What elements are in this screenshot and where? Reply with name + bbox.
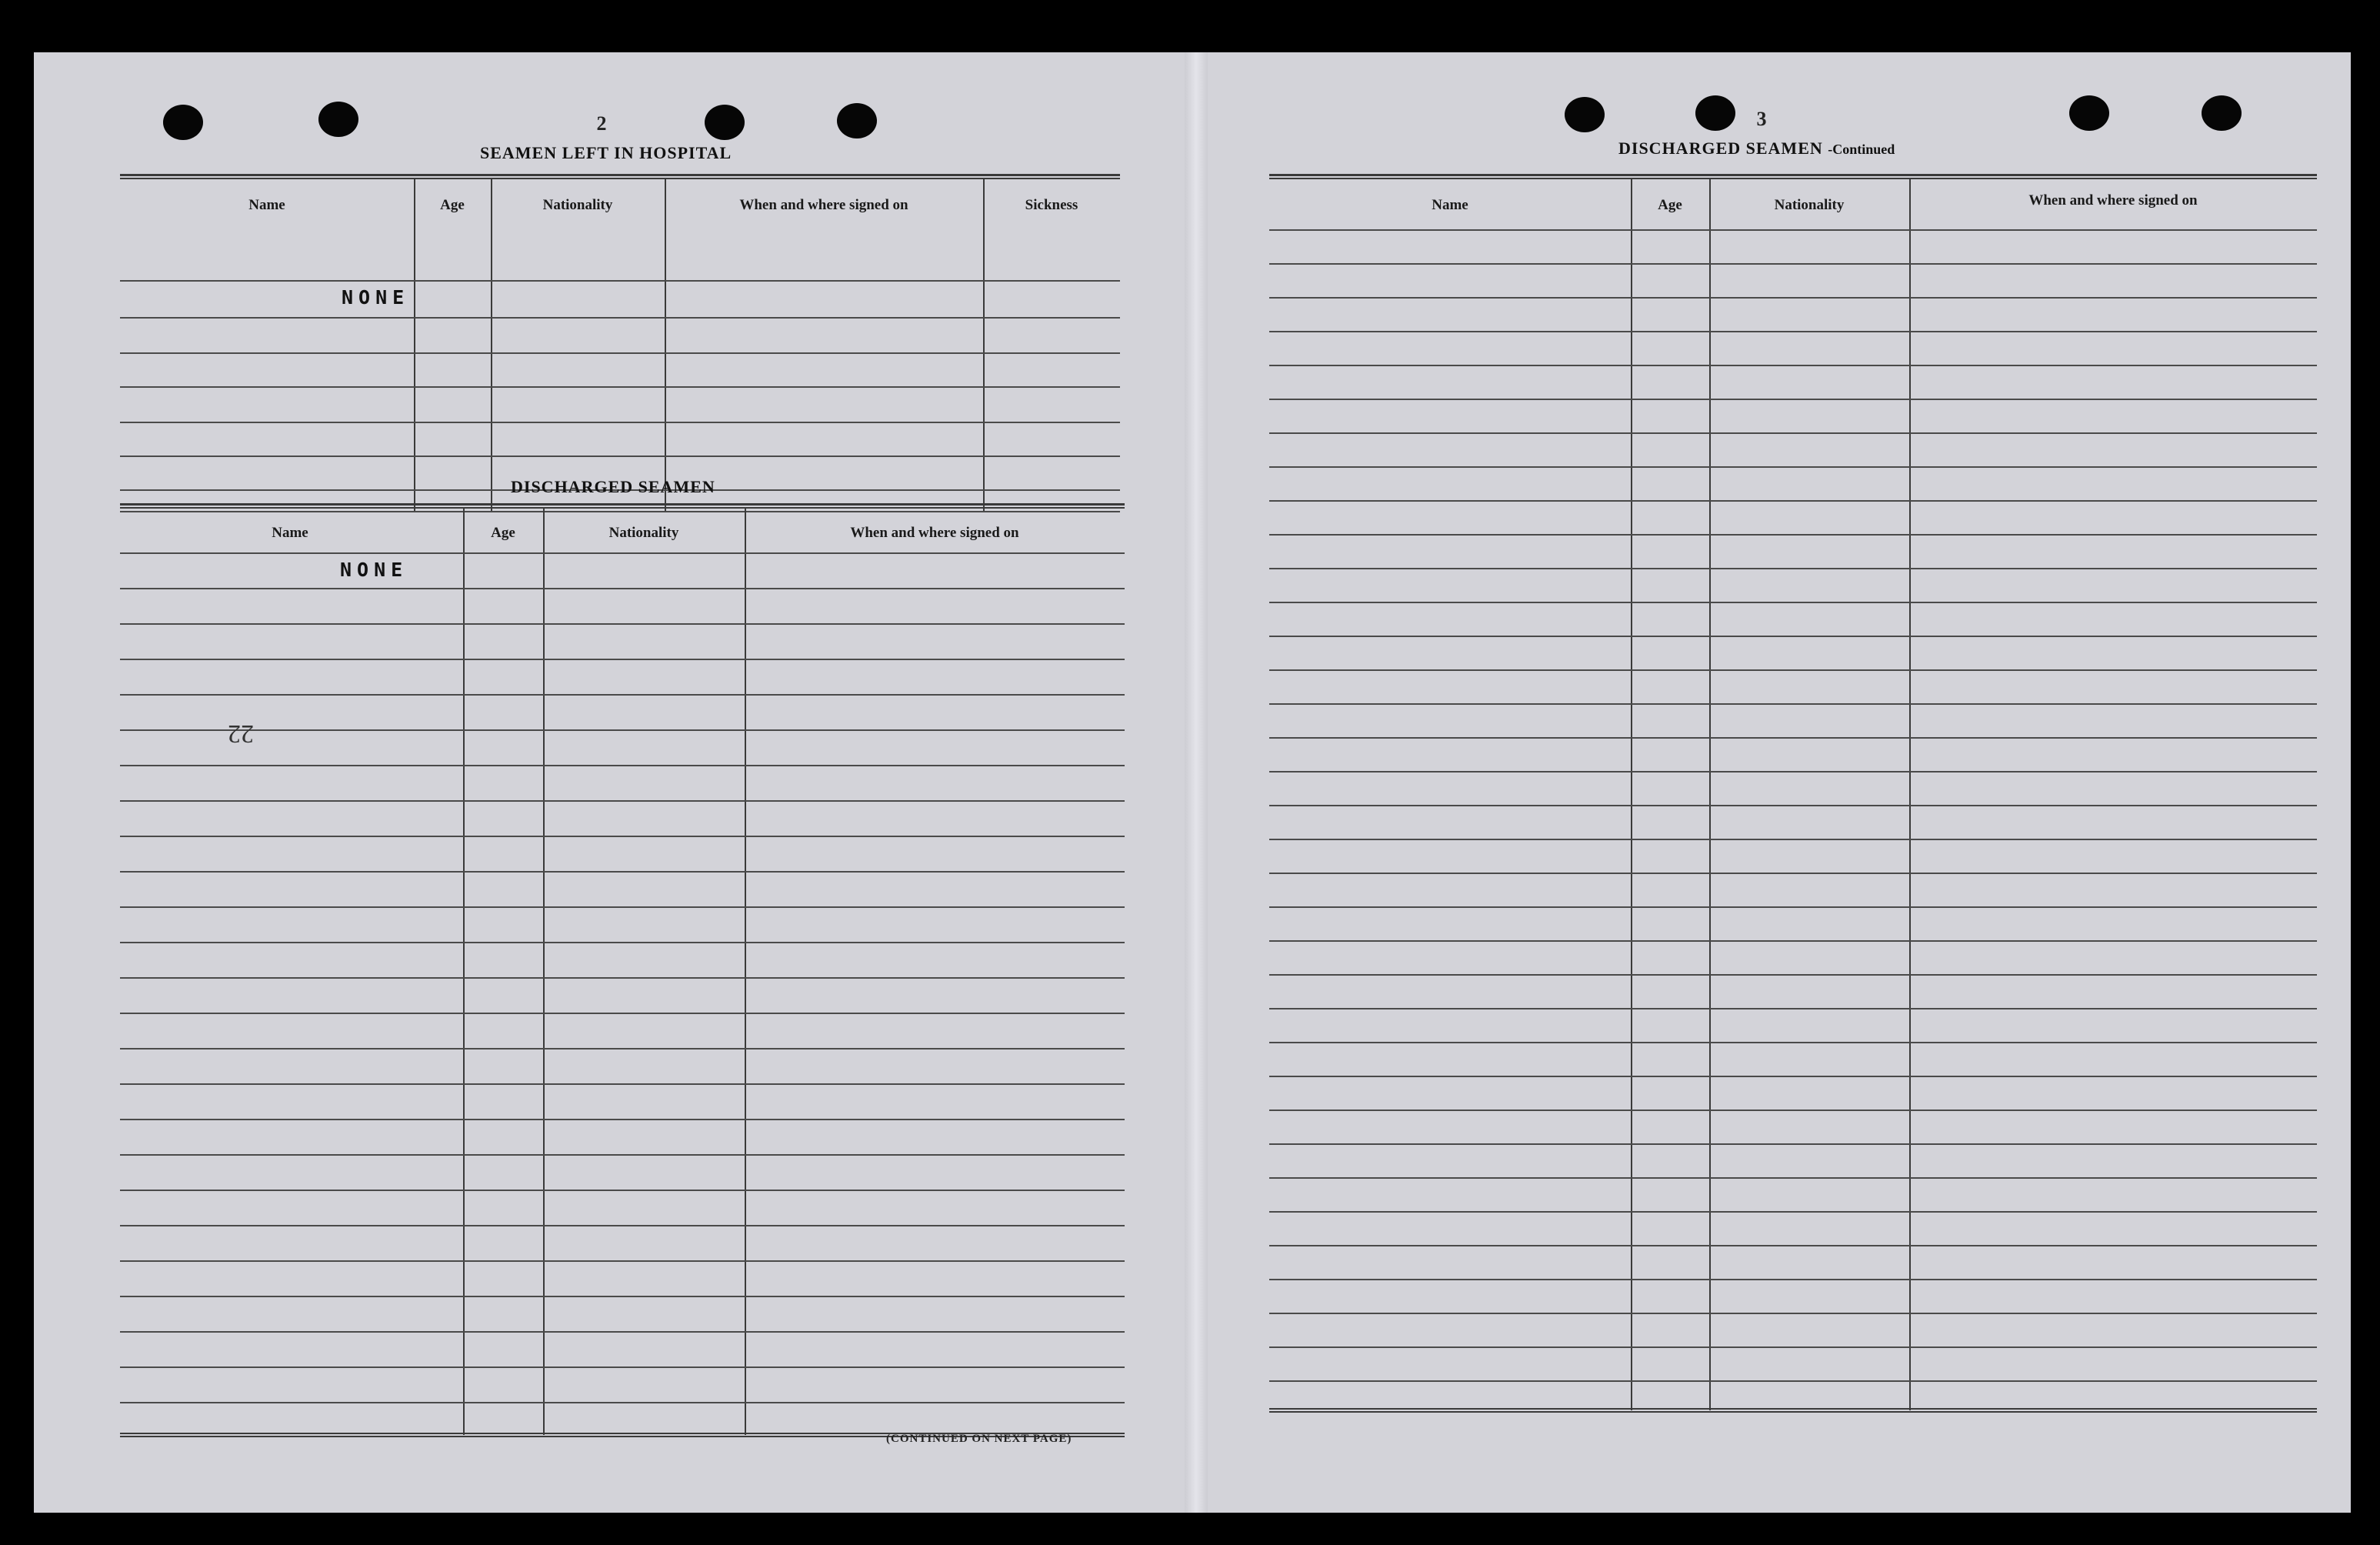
row-rule (120, 1402, 1125, 1403)
row-rule (1269, 331, 2317, 332)
discharged-continued-heading (1618, 138, 1895, 159)
row-rule (1269, 432, 2317, 434)
col-age: Age (491, 525, 515, 541)
row-rule (1269, 568, 2317, 569)
col-nationality: Nationality (608, 525, 679, 541)
row-rule (120, 352, 1120, 354)
row-rule (120, 1048, 1125, 1049)
col-signed-on: When and where signed on (850, 525, 1019, 541)
discharged-entry: NONE (340, 559, 408, 581)
col-nationality: Nationality (1774, 197, 1845, 213)
row-rule (120, 1154, 1125, 1156)
col-divider (414, 179, 415, 512)
punch-hole (1695, 95, 1735, 131)
row-rule (120, 317, 1120, 319)
col-divider (1909, 179, 1911, 1410)
row-rule (1269, 1211, 2317, 1213)
row-rule (1269, 940, 2317, 942)
row-rule (1269, 1076, 2317, 1077)
continued-suffix: -Continued (1828, 142, 1895, 157)
row-rule (1269, 737, 2317, 739)
row-rule (120, 694, 1125, 696)
continued-footer: (CONTINUED ON NEXT PAGE) (886, 1433, 1072, 1445)
row-rule (1269, 365, 2317, 366)
row-rule (120, 623, 1125, 625)
col-age: Age (1658, 197, 1682, 213)
row-rule (1269, 1245, 2317, 1246)
punch-hole (318, 102, 358, 137)
table-top-rule (120, 503, 1125, 509)
row-rule (1269, 1110, 2317, 1111)
row-rule (1269, 805, 2317, 806)
row-rule (1269, 399, 2317, 400)
row-rule (1269, 263, 2317, 265)
row-rule (1269, 636, 2317, 637)
row-rule (1269, 466, 2317, 468)
row-rule (1269, 534, 2317, 536)
table-top-rule (1269, 174, 2317, 179)
row-rule (120, 765, 1125, 766)
page-number-right: 3 (1756, 108, 1767, 130)
hospital-heading: SEAMEN LEFT IN HOSPITAL (480, 143, 732, 162)
row-rule (120, 588, 1125, 589)
row-rule (120, 1119, 1125, 1120)
row-rule (1269, 1042, 2317, 1043)
row-rule (1269, 1177, 2317, 1179)
stamp-number: 22 (228, 719, 254, 748)
row-rule (1269, 229, 2317, 231)
hospital-table (120, 174, 1120, 512)
row-rule (1269, 974, 2317, 976)
col-divider (1709, 179, 1711, 1410)
row-rule (1269, 297, 2317, 299)
row-rule (1269, 602, 2317, 603)
row-rule (1269, 1313, 2317, 1314)
row-rule (120, 1296, 1125, 1297)
row-rule (1269, 906, 2317, 908)
punch-hole (837, 103, 877, 138)
punch-hole (163, 105, 203, 140)
col-name: Name (248, 197, 285, 213)
discharged-continued-title: DISCHARGED SEAMEN (1618, 138, 1823, 158)
punch-hole (2069, 95, 2109, 131)
row-rule (120, 552, 1125, 554)
col-divider (1631, 179, 1632, 1410)
col-name: Name (1432, 197, 1468, 213)
row-rule (120, 729, 1125, 731)
punch-hole (1565, 97, 1605, 132)
row-rule (120, 977, 1125, 979)
discharged-heading: DISCHARGED SEAMEN (511, 477, 715, 496)
row-rule (120, 422, 1120, 423)
row-rule (120, 836, 1125, 837)
punch-hole (705, 105, 745, 140)
hospital-entry: NONE (342, 286, 410, 309)
row-rule (1269, 1380, 2317, 1382)
col-divider (491, 179, 492, 512)
punch-hole (2202, 95, 2242, 131)
discharged-table-left (120, 503, 1125, 1439)
row-rule (1269, 771, 2317, 772)
row-rule (120, 386, 1120, 388)
row-rule (1269, 839, 2317, 840)
row-rule (120, 1190, 1125, 1191)
row-rule (120, 1331, 1125, 1333)
page-fold (1185, 52, 1208, 1513)
row-rule (120, 906, 1125, 908)
row-rule (120, 800, 1125, 802)
col-divider (983, 179, 985, 512)
row-rule (1269, 703, 2317, 705)
row-rule (120, 455, 1120, 457)
row-rule (1269, 1279, 2317, 1280)
row-rule (1269, 1346, 2317, 1348)
row-rule (1269, 669, 2317, 671)
discharged-table-right (1269, 174, 2317, 1419)
page-number-left: 2 (596, 112, 607, 135)
row-rule (1269, 1008, 2317, 1009)
col-divider (665, 179, 666, 512)
col-signed-on: When and where signed on (2028, 192, 2198, 209)
col-nationality: Nationality (542, 197, 613, 213)
row-rule (120, 1013, 1125, 1014)
col-age: Age (440, 197, 465, 213)
row-rule (120, 1260, 1125, 1262)
table-top-rule (120, 174, 1120, 179)
row-rule (120, 942, 1125, 943)
row-rule (120, 280, 1120, 282)
col-signed-on: When and where signed on (739, 197, 908, 213)
row-rule (120, 1083, 1125, 1085)
col-sickness: Sickness (1025, 197, 1078, 213)
row-rule (1269, 873, 2317, 874)
document-sheet (34, 52, 2351, 1513)
row-rule (1269, 500, 2317, 502)
row-rule (1269, 1143, 2317, 1145)
row-rule (120, 1366, 1125, 1368)
row-rule (120, 1225, 1125, 1226)
row-rule (120, 871, 1125, 873)
row-rule (120, 659, 1125, 660)
table-bottom-rule (1269, 1408, 2317, 1413)
col-name: Name (272, 525, 308, 541)
